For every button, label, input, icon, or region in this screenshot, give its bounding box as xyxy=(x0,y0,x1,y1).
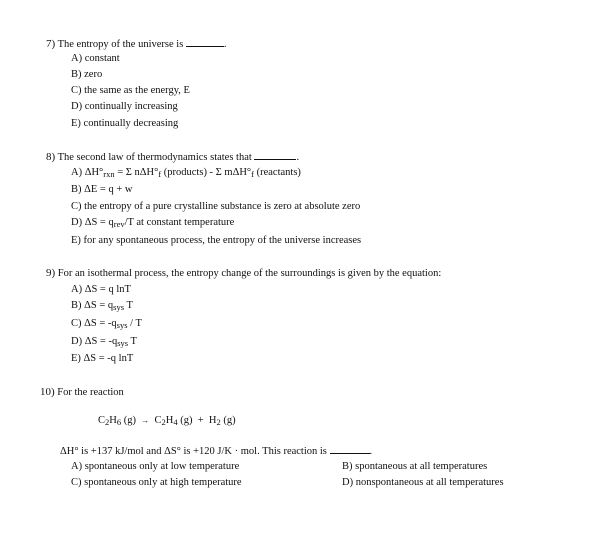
choice: D) $\Delta S = q_{rev}/T$ at constant temperature xyxy=(71,217,235,229)
choice: E) continually decreasing xyxy=(71,118,179,129)
choice: D) continually increasing xyxy=(71,101,178,112)
choice: C) the same as the energy, E xyxy=(71,85,190,96)
choice: B) zero xyxy=(71,69,103,80)
choice: C) $\Delta S = -q_{sys} / T$ xyxy=(71,318,142,330)
choice: D) $\Delta S = -q_{sys}$ T xyxy=(71,336,137,348)
question-9-stem: 9) For an isothermal process, the entropy change of the surroundings is given by the equation: xyxy=(46,267,442,279)
answer-blank xyxy=(330,444,370,454)
question-10-stem: 10) For the reaction xyxy=(40,386,124,398)
choice: A) constant xyxy=(71,53,120,64)
choice: A) spontaneous only at low temperature xyxy=(71,461,240,472)
answer-blank xyxy=(186,37,224,47)
choice: D) nonspontaneous at all temperatures xyxy=(342,477,504,488)
arrow-icon: → xyxy=(141,416,150,425)
choice: A) $\Delta H^\circ_{rxn} = \Sigma$ $n\Delta H^\circ_f$ (products) - Σ $m\Delta H^\circ_f$ (reactants) xyxy=(71,167,301,179)
reaction-equation: $C_2H_6$ $(g) \to C_2H_4$ $(g) + H_2$ (g) xyxy=(98,415,236,427)
choice: E) ΔS = -q lnT xyxy=(71,353,134,364)
choice: A) ΔS = q lnT xyxy=(71,284,131,295)
choice: C) spontaneous only at high temperature xyxy=(71,477,242,488)
choice: B) spontaneous at all temperatures xyxy=(342,461,488,472)
choice: B) $\Delta S = q_{sys}$ T xyxy=(71,300,133,312)
question-10-condition: ΔH° is +137 kJ/mol and ΔS° is +120 J/K · mol. This reaction is . xyxy=(60,446,373,457)
question-8-stem: 8) The second law of thermodynamics states that . xyxy=(46,151,300,163)
question-7-stem: 7) The entropy of the universe is . xyxy=(46,38,227,50)
choice: B) ΔE = q + w xyxy=(71,184,133,195)
choice: C) the entropy of a pure crystalline substance is zero at absolute zero xyxy=(71,201,361,212)
choice: E) for any spontaneous process, the entropy of the universe increases xyxy=(71,235,362,246)
answer-blank xyxy=(254,150,296,160)
